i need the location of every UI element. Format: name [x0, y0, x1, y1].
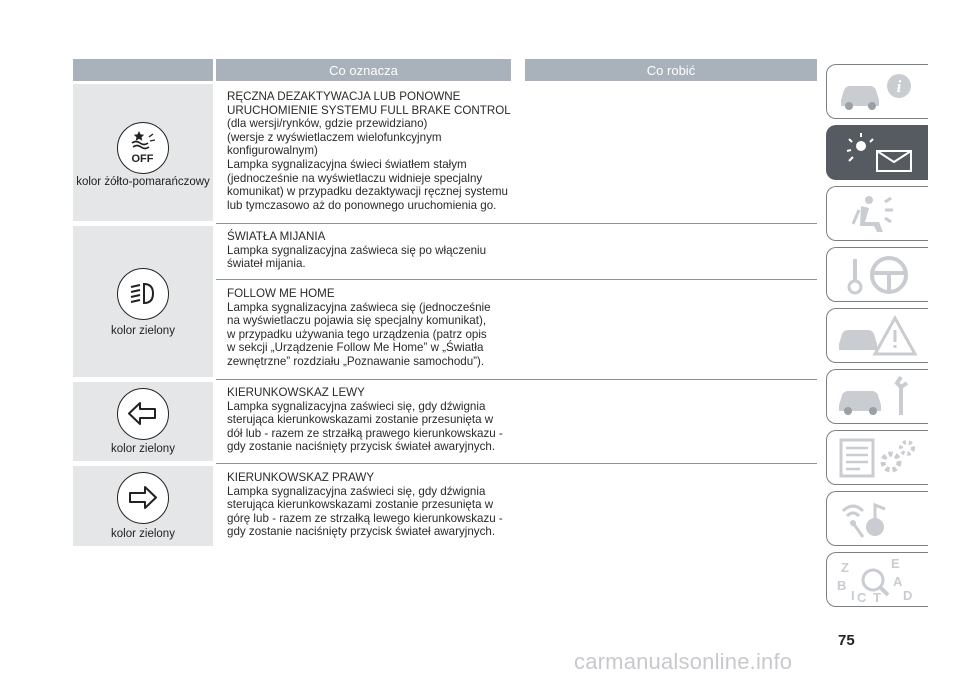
desc-line: (dla wersji/rynków, gdzie przewidziano) [227, 117, 428, 131]
color-label: kolor żółto-pomarańczowy [76, 176, 210, 188]
color-label: kolor zielony [111, 443, 175, 455]
row-description-block [227, 230, 517, 271]
index-letter: Z [841, 560, 849, 575]
index-letter: A [893, 574, 903, 589]
alphabet-index-icon [835, 558, 921, 602]
sidebar-tab-starting[interactable] [826, 247, 928, 302]
desc-line: sterująca kierunkowskazami zostanie przesunięta w [227, 498, 494, 512]
key-steering-wheel-icon [835, 253, 921, 297]
table-row-icon-cell [73, 466, 213, 546]
sidebar-tab-multimedia[interactable] [826, 491, 928, 546]
index-letter: T [873, 590, 881, 602]
desc-line: lub tymczasowo aż do ponownego uruchomienia go. [227, 198, 497, 212]
table-header-icon-column [73, 59, 213, 81]
sidebar-tab-maintenance[interactable] [826, 369, 928, 424]
desc-line: Lampka sygnalizacyjna zaświeci się, gdy dźwignia [227, 399, 486, 413]
row-divider [216, 223, 817, 224]
desc-line: Lampka sygnalizacyjna zaświeca się (jednocześnie [227, 300, 491, 314]
low-beam-icon [117, 268, 169, 320]
desc-line: (wersje z wyświetlaczem wielofunkcyjnym [227, 130, 442, 144]
fbc-off-text: OFF [131, 153, 154, 165]
sidebar-tab-warning-lights[interactable] [826, 125, 928, 180]
table-header-meaning: Co oznacza [216, 59, 511, 81]
row-description [227, 386, 517, 454]
table-row-icon-cell [73, 382, 213, 461]
desc-line: Lampka sygnalizacyjna świeci światłem stałym [227, 157, 467, 171]
desc-line: na wyświetlaczu pojawia się specjalny komunikat), [227, 314, 487, 328]
index-letter: D [903, 588, 913, 602]
color-label: kolor zielony [111, 528, 175, 540]
sidebar-tab-index[interactable] [826, 552, 928, 607]
desc-line: zewnętrzne” rozdziału „Poznawanie samochodu”). [227, 354, 485, 368]
row-description [227, 90, 517, 212]
radio-music-icon [835, 497, 921, 541]
index-letter: B [837, 578, 847, 593]
arrow-left-icon [117, 388, 169, 440]
row-divider [216, 463, 817, 464]
desc-line: świateł mijania. [227, 257, 306, 271]
desc-line: (jednocześnie na wyświetlaczu widnieje specjalny [227, 171, 483, 185]
desc-line: konfigurowalnym) [227, 144, 318, 158]
seat-airbag-icon [835, 192, 921, 236]
index-letter: I [851, 588, 855, 602]
desc-title: KIERUNKOWSKAZ LEWY [227, 386, 365, 399]
watermark: carmanualsonline.info [574, 649, 793, 674]
table-row-icon-cell [73, 226, 213, 377]
table-row-icon-cell [73, 84, 213, 221]
desc-line: w sekcji „Urządzenie Follow Me Home” w „Światła [227, 341, 484, 355]
sidebar-tab-emergency[interactable] [826, 308, 928, 363]
row-description [227, 471, 517, 539]
sidebar-tab-safety[interactable] [826, 186, 928, 241]
desc-line: gdy zostanie naciśnięty przycisk świateł awaryjnych. [227, 525, 496, 539]
desc-line: gdy zostanie naciśnięty przycisk świateł awaryjnych. [227, 440, 496, 454]
desc-line: Lampka sygnalizacyjna zaświeci się, gdy dźwignia [227, 484, 486, 498]
desc-line: sterująca kierunkowskazami zostanie przesunięta w [227, 413, 494, 427]
desc-line: górę lub - razem ze strzałką lewego kierunkowskazu - [227, 511, 503, 525]
sidebar-tab-car-info[interactable] [826, 64, 928, 119]
index-letter: E [891, 558, 900, 571]
desc-line: w przypadku używania tego urządzenia (patrz opis [227, 327, 487, 341]
car-wrench-icon [835, 375, 921, 419]
sidebar-tab-technical-data[interactable] [826, 430, 928, 485]
color-label: kolor zielony [111, 325, 175, 337]
desc-title: RĘCZNA DEZAKTYWACJA LUB PONOWNE [227, 90, 461, 103]
desc-line: dół lub - razem ze strzałką prawego kierunkowskazu - [227, 426, 503, 440]
desc-title: ŚWIATŁA MIJANIA [227, 230, 326, 243]
desc-line: Lampka sygnalizacyjna zaświeca się po włączeniu [227, 243, 487, 257]
data-gears-icon [835, 436, 921, 480]
table-header-action: Co robić [525, 59, 817, 81]
index-letter: C [857, 590, 867, 602]
arrow-right-icon [117, 472, 169, 524]
warning-light-message-icon [835, 131, 921, 175]
row-divider [216, 379, 817, 380]
row-description-block [227, 287, 517, 369]
desc-line: komunikat) w przypadku dezaktywacji ręcznej systemu [227, 185, 508, 199]
svg-text:i: i [896, 77, 902, 96]
desc-title: KIERUNKOWSKAZ PRAWY [227, 471, 375, 484]
fbc-off-icon [117, 122, 169, 174]
car-info-icon [835, 70, 921, 114]
row-divider [216, 279, 817, 280]
page-number: 75 [838, 632, 855, 649]
car-hazard-triangle-icon [835, 314, 921, 358]
desc-line: URUCHOMIENIE SYSTEMU FULL BRAKE CONTROL [227, 103, 511, 117]
desc-title: FOLLOW ME HOME [227, 287, 335, 300]
